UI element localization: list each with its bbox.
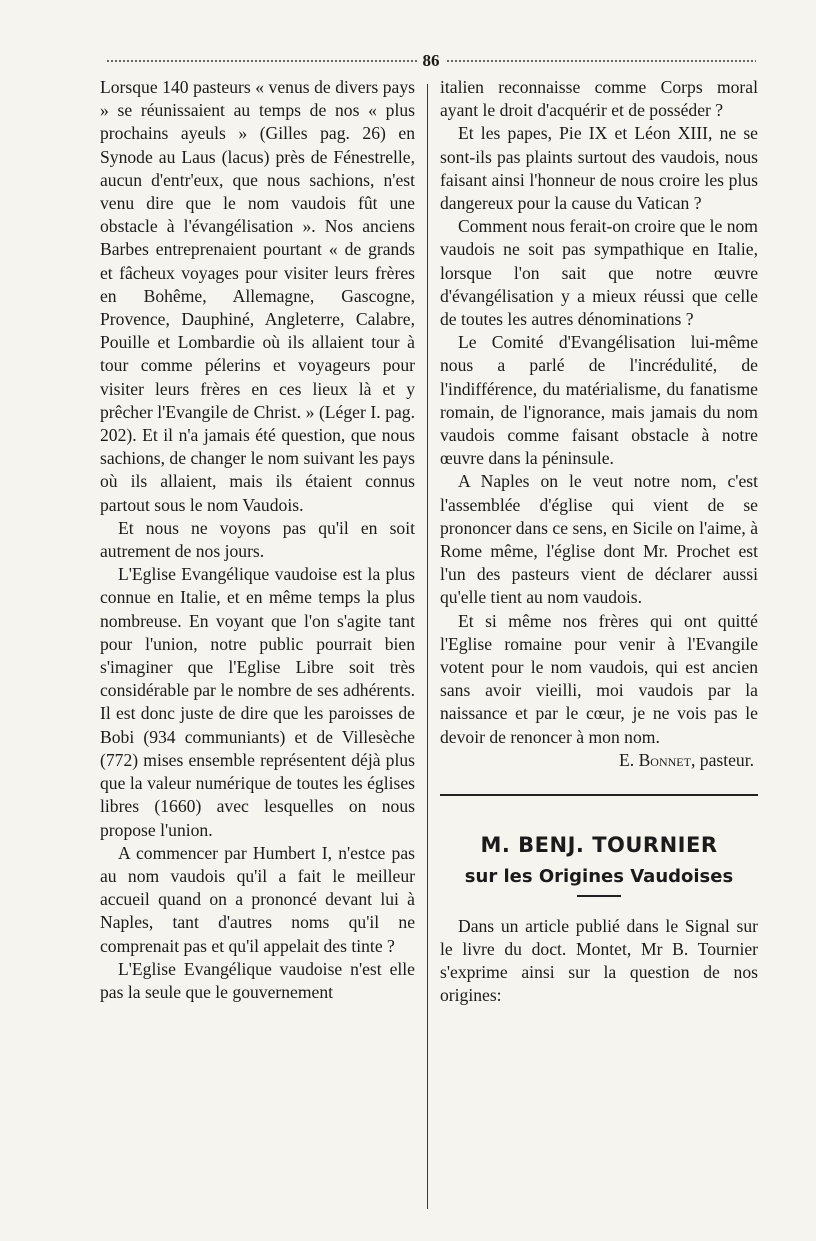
signature-title: , pasteur.	[690, 749, 754, 770]
page-header	[100, 50, 762, 72]
paragraph: Et nous ne voyons pas qu'il en soit autrement de nos jours.	[100, 517, 415, 562]
paragraph: italien reconnaisse comme Corps moral ayant le droit d'acquérir et de posséder ?	[440, 77, 758, 121]
title-underline	[577, 895, 621, 897]
paragraph: Et si même nos frères qui ont quitté l'Eglise romaine pour venir à l'Evangile votent pour le nom vaudois, qui est ancien sans avoir vieilli, moi vaudois par la naissance et par le cœur, je ne vois pas le devoir de renoncer à mon nom.	[440, 610, 758, 747]
article-title: M. BENJ. TOURNIER	[480, 833, 718, 858]
article-subtitle: sur les Origines Vaudoises	[464, 866, 734, 888]
signature	[440, 749, 758, 772]
header-rule-left	[106, 59, 417, 63]
paragraph: L'Eglise Evangélique vaudoise est la plus connue en Italie, et en même temps la plus nombreuse. En voyant que l'on s'agite tant pour l'union, notre public pourrait bien s'imaginer que l'Eglise Libre soit très considérable par le nombre de ses adhérents. Il est donc juste de dire que les paroisses de Bobi (934 communiants) et de Villesèche (772) mises ensemble représentent déjà plus que la valeur numérique de toutes les églises libres (1660) avec lesquelles on nous propose l'union.	[100, 564, 415, 840]
paragraph: L'Eglise Evangélique vaudoise n'est elle pas la seule que le gouvernement	[100, 958, 415, 1002]
left-column	[100, 76, 415, 1004]
paragraph: Lorsque 140 pasteurs « venus de divers pays » se réunissaient au temps de nos « plus prochains ayeuls » (Gilles pag. 26) en Synode au Laus (lacus) près de Fénestrelle, aucun d'entr'eux, que nous sachions, n'est venu dire que le nom vaudois fût une obstacle à l'évangélisation ». Nos anciens Barbes entreprenaient pourtant « de grands et fâcheux voyages pour visiter leurs frères en Bohême, Allemagne, Gascogne, Provence, Dauphiné, Angleterre, Calabre, Pouille et Lombardie où ils allaient tour à tour comme pélerins et voyageurs pour visiter leurs frères en ces lieux là et y prêcher l'Evangile de Christ. » (Léger I. pag. 202). Et il n'a jamais été question, que nous sachions, de changer le nom suivant les pays où ils allaient, mais ils étaient connus partout sous le nom Vaudois.	[100, 77, 415, 515]
column-divider	[427, 84, 428, 1209]
paragraph: Comment nous ferait-on croire que le nom vaudois ne soit pas sympathique en Italie, lorsque l'on sait que notre œuvre d'évangélisation y a mieux réussi que celle de toutes les autres dénominations ?	[440, 216, 758, 330]
article-paragraph: Dans un article publié dans le Signal sur le livre du doct. Montet, Mr B. Tournier s'exprime ainsi sur la question de nos origines:	[440, 915, 758, 1006]
signature-name: Bonnet	[638, 749, 691, 770]
section-divider	[440, 794, 758, 796]
paragraph: A Naples on le veut notre nom, c'est l'assemblée d'église qui vient de se prononcer dans ce sens, en Sicile on l'aime, à Rome même, l'église dont Mr. Prochet est l'un des pasteurs vient de déclarer aussi qu'elle tient au nom vaudois.	[440, 471, 758, 608]
paragraph: Le Comité d'Evangélisation lui-même nous a parlé de l'incrédulité, de l'indifférence, du matérialisme, du fanatisme romain, de l'ignorance, mais jamais du nom vaudois comme faisant obstacle à notre œuvre dans la péninsule.	[440, 332, 758, 469]
page-number: 86	[422, 51, 440, 70]
paragraph: A commencer par Humbert I, n'estce pas au nom vaudois qu'il a fait le meilleur accueil quand on a prononcé devant lui à Naples, tant d'autres noms qu'il ne comprenait pas et qu'il appelait des tinte ?	[100, 842, 415, 956]
paragraph: Et les papes, Pie IX et Léon XIII, ne se sont-ils pas plaints surtout des vaudois, nous faisant ainsi l'honneur de nous croire les plus dangereux pour la cause du Vatican ?	[440, 123, 758, 214]
signature-initial: E.	[619, 749, 635, 770]
header-rule-right	[446, 59, 757, 63]
right-column	[440, 76, 758, 1007]
